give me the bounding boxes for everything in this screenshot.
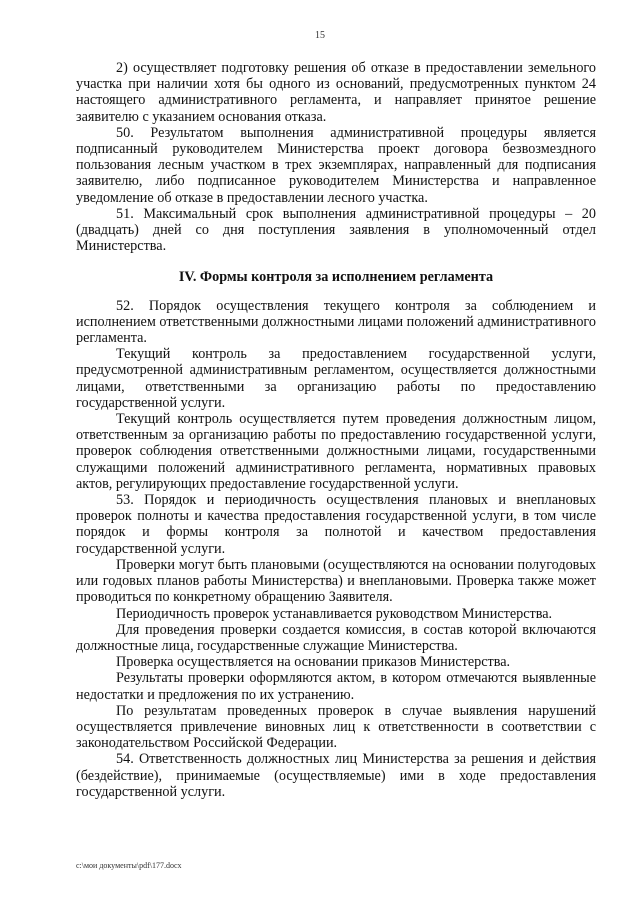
page-number: 15 [315, 30, 325, 41]
footer-file-path: c:\мои документы\pdf\177.docx [76, 861, 182, 870]
paragraph: Текущий контроль осуществляется путем проведения должностным лицом, ответственным за организацию работы по предоставлению государственной услуги, проверок соблюдения ответственными должностными лицами, государственными служащими положений административного регламента, нормативных правовых актов, регулирующих предоставление государственной услуги. [76, 411, 596, 492]
paragraph: Проверки могут быть плановыми (осуществляются на основании полугодовых или годовых планов работы Министерства) и внеплановыми. Проверка также может проводиться по конкретному обращению Заявителя. [76, 556, 596, 606]
paragraph: 2) осуществляет подготовку решения об отказе в предоставлении земельного участка при наличии хотя бы одного из оснований, предусмотренных пунктом 24 настоящего административного регламента, и направляет принятое решение заявителю с указанием основания отказа. [76, 60, 596, 125]
document-body [76, 60, 596, 800]
paragraph: 52. Порядок осуществления текущего контроля за соблюдением и исполнением ответственными должностными лицами положений административного регламента. [76, 297, 596, 347]
paragraph: Для проведения проверки создается комиссия, в состав которой включаются должностные лица, государственные служащие Министерства. [76, 621, 596, 654]
paragraph: 50. Результатом выполнения административной процедуры является подписанный руководителем Министерства проект договора безвозмездного пользования лесным участком в трех экземплярах, направленный для подписания заявителю, либо подписанное руководителем Министерства и направленное уведомление об отказе в предоставлении лесного участка. [76, 124, 596, 206]
paragraph: По результатам проведенных проверок в случае выявления нарушений осуществляется привлечение виновных лиц к ответственности в соответствии с законодательством Российской Федерации. [76, 702, 596, 752]
paragraph: Проверка осуществляется на основании приказов Министерства. [116, 654, 511, 671]
paragraph: 51. Максимальный срок выполнения административной процедуры – 20 (двадцать) дней со дня поступления заявления в уполномоченный отдел Министерства. [76, 205, 596, 255]
paragraph: 54. Ответственность должностных лиц Министерства за решения и действия (бездействие), принимаемые (осуществляемые) ими в ходе предоставления государственной услуги. [76, 751, 596, 800]
paragraph: Результаты проверки оформляются актом, в котором отмечаются выявленные недостатки и предложения по их устранению. [76, 670, 596, 703]
paragraph: 53. Порядок и периодичность осуществления плановых и внеплановых проверок полноты и качества предоставления государственной услуги, в том числе порядок и формы контроля за полнотой и качеством предоставления государственной услуги. [76, 492, 596, 557]
paragraph: Текущий контроль за предоставлением государственной услуги, предусмотренной административным регламентом, осуществляется должностными лицами, ответственными за организацию работы по предоставлению государственной услуги. [76, 346, 596, 411]
paragraph: Периодичность проверок устанавливается руководством Министерства. [116, 605, 553, 622]
section-heading: IV. Формы контроля за исполнением регламента [178, 269, 494, 286]
